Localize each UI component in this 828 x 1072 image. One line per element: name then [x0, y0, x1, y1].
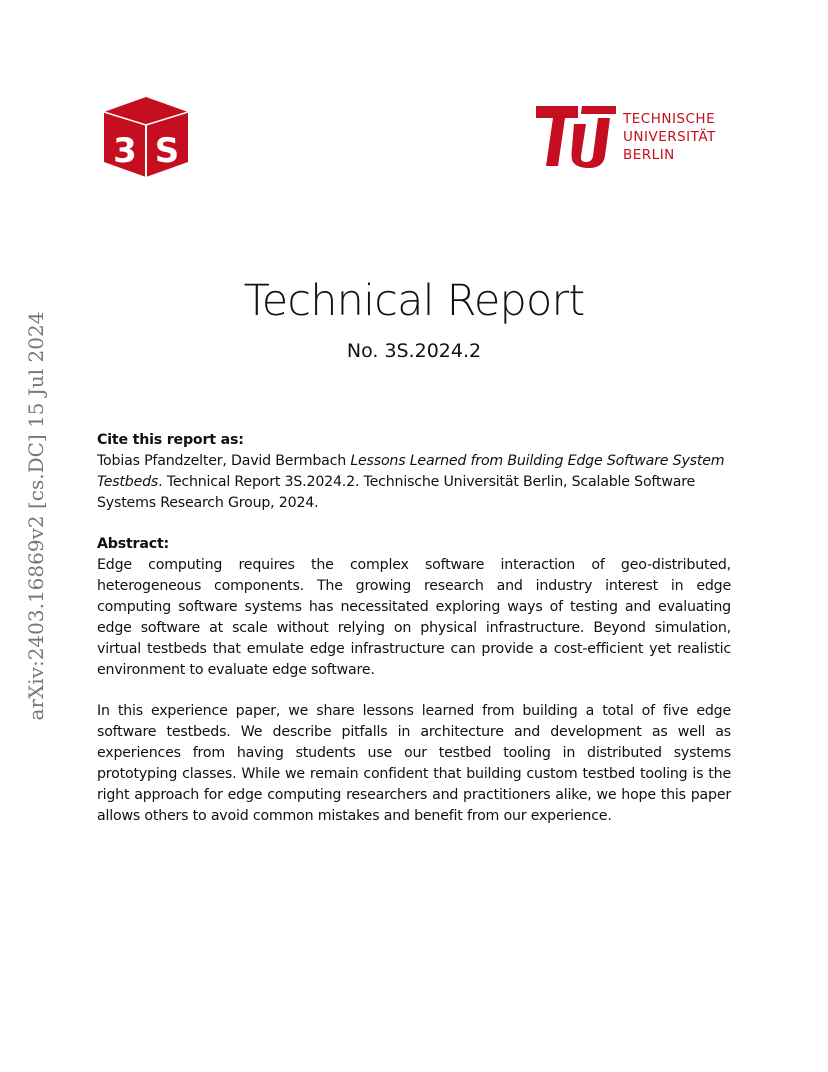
wordmark-line-2: UNIVERSITÄT — [623, 129, 716, 145]
page-title: Technical Report — [243, 276, 585, 326]
svg-text:3: 3 — [113, 131, 137, 171]
citation-text — [97, 451, 731, 514]
abstract-paragraph: Edge computing requires the complex software interaction of geo-distributed, heterogeneous components. The growing research and industry interest in edge computing software systems has necessitated exploring ways of testing and evaluating edge software at scale without relying on physical infrastructure. Beyond simulation, virtual testbeds that emulate edge infrastructure can provide a cost-efficient yet realistic environment to evaluate edge software. — [97, 557, 731, 678]
cite-heading: Cite this report as: — [97, 432, 244, 448]
abstract-paragraph: In this experience paper, we share lessons learned from building a total of five edge software testbeds. We describe pitfalls in architecture and development as well as experiences from having students use our testbed tooling in distributed systems prototyping classes. While we remain confident that building custom testbed tooling is the right approach for edge computing researchers and practitioners alike, we hope this paper allows others to avoid common mistakes and benefit from our experience. — [97, 703, 731, 824]
report-number: No. 3S.2024.2 — [346, 340, 482, 362]
citation-authors: Tobias Pfandzelter, David Bermbach — [97, 453, 347, 469]
wordmark-line-1: TECHNISCHE — [623, 111, 716, 127]
report-body — [97, 430, 731, 827]
citation-title: Lessons Learned from Building Edge Software System Testbeds — [97, 453, 725, 490]
3s-logo — [103, 96, 189, 178]
arxiv-stamp: arXiv:2403.16869v2 [cs.DC] 15 Jul 2024 — [24, 311, 48, 721]
tu-berlin-logo — [534, 104, 734, 170]
3s-cube-icon — [103, 96, 189, 178]
svg-text:S: S — [154, 131, 180, 171]
tu-berlin-mark-icon — [534, 104, 618, 170]
abstract-heading: Abstract: — [97, 536, 169, 552]
wordmark-line-3: BERLIN — [623, 147, 675, 163]
tu-berlin-wordmark — [623, 110, 716, 164]
citation-rest: . Technical Report 3S.2024.2. Technische Universität Berlin, Scalable Software Systems Research Group, 2024. — [97, 474, 696, 511]
